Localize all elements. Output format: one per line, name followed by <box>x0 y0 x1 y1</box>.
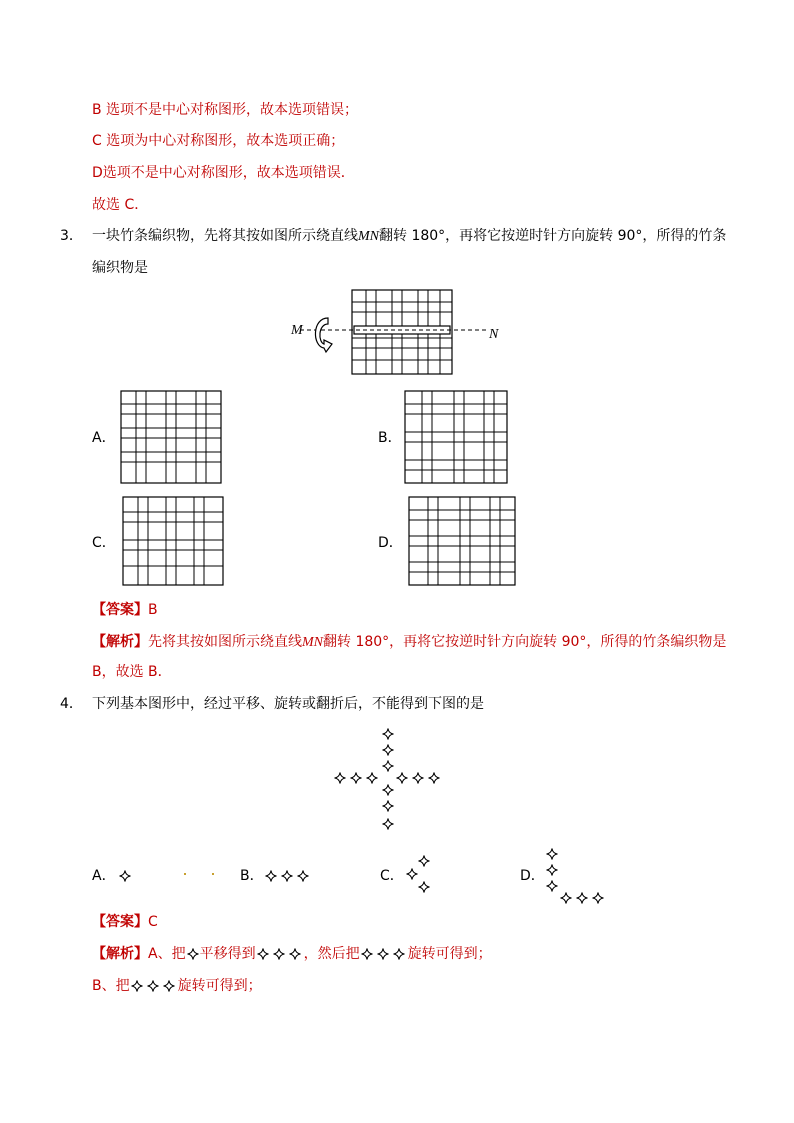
q4-option-d-figure[interactable] <box>544 846 608 906</box>
stray-dot <box>184 873 186 875</box>
l-shape-stars-icon <box>544 846 608 906</box>
answer-value: B <box>148 602 158 618</box>
question-3-text-line-2: 编织物是 <box>92 260 148 276</box>
q3-line-mn: MN <box>358 229 379 244</box>
solution-line-b: B 选项不是中心对称图形，故本选项错误； <box>92 102 359 118</box>
analysis-tag: 【解析】 <box>92 946 148 962</box>
star-cross <box>330 726 442 834</box>
q4-option-c-label[interactable]: C． <box>380 868 404 884</box>
q3-option-c-label[interactable]: C． <box>92 535 116 551</box>
three-stars-row-icon <box>130 979 178 993</box>
three-stars-row-icon <box>360 947 408 961</box>
q4-option-b-label[interactable]: B． <box>240 868 264 884</box>
answer-tag: 【答案】 <box>92 602 148 618</box>
solution-conclusion: 故选 C． <box>92 197 149 213</box>
star-icon <box>118 869 132 883</box>
q4-option-a-figure[interactable] <box>118 869 132 883</box>
question-3-number: 3． <box>60 228 83 244</box>
three-stars-row-icon <box>264 869 312 883</box>
stray-dot <box>212 873 214 875</box>
analysis-text-1: 先将其按如图所示绕直线 <box>148 634 302 650</box>
q4-analysis-line-1 <box>92 944 492 964</box>
q3-option-a-figure[interactable] <box>120 390 222 484</box>
solution-line-c: C 选项为中心对称图形，故本选项正确； <box>92 133 345 149</box>
analysis-text: 旋转可得到； <box>407 946 492 962</box>
q3-option-b-figure[interactable] <box>404 390 508 484</box>
answer-tag: 【答案】 <box>92 914 148 930</box>
question-4-text: 下列基本图形中，经过平移、旋转或翻折后，不能得到下图的是 <box>92 696 484 712</box>
q3-text-part2: 翻转 180°，再将它按逆时针方向旋转 90°，所得的竹条 <box>379 228 727 244</box>
weave-c-icon <box>122 496 224 586</box>
weave-b-icon <box>404 390 508 484</box>
analysis-text: B、把 <box>92 978 130 994</box>
q3-main-figure <box>288 286 508 378</box>
q4-analysis-line-2 <box>92 976 262 996</box>
weave-with-axis <box>288 286 508 378</box>
analysis-text: ，然后把 <box>303 946 360 962</box>
q4-option-a-label[interactable]: A． <box>92 868 116 884</box>
analysis-text: 平移得到 <box>199 946 256 962</box>
star-icon <box>186 947 200 961</box>
weave-d-icon <box>408 496 516 586</box>
q3-label-m: M <box>291 323 303 338</box>
question-3-text-line-1 <box>92 226 726 247</box>
q3-answer <box>92 600 158 620</box>
zigzag-stars-icon <box>403 853 433 895</box>
q3-option-d-figure[interactable] <box>408 496 516 586</box>
analysis-text: 旋转可得到； <box>177 978 262 994</box>
question-4-number: 4． <box>60 696 83 712</box>
q3-option-b-label[interactable]: B． <box>378 430 402 446</box>
q4-option-d-label[interactable]: D． <box>520 868 545 884</box>
q3-option-a-label[interactable]: A． <box>92 430 116 446</box>
q4-cross-figure <box>330 726 442 834</box>
answer-value: C <box>148 914 158 930</box>
three-stars-row-icon <box>256 947 304 961</box>
flip-arrow-icon <box>315 318 332 352</box>
q3-analysis-line-2: B，故选 B． <box>92 664 172 680</box>
q3-analysis-line-1 <box>92 632 726 653</box>
q4-option-b-figure[interactable] <box>264 869 312 883</box>
q3-label-n: N <box>489 327 499 342</box>
q4-option-c-figure[interactable] <box>403 853 433 895</box>
analysis-text: A、把 <box>148 946 186 962</box>
q3-text-part1: 一块竹条编织物，先将其按如图所示绕直线 <box>92 228 358 244</box>
solution-line-d: D选项不是中心对称图形，故本选项错误． <box>92 165 355 181</box>
q4-answer <box>92 912 158 932</box>
analysis-mn: MN <box>302 635 323 650</box>
q3-option-c-figure[interactable] <box>122 496 224 586</box>
analysis-tag: 【解析】 <box>92 634 148 650</box>
weave-a-icon <box>120 390 222 484</box>
analysis-text-2: 翻转 180°，再将它按逆时针方向旋转 90°，所得的竹条编织物是 <box>323 634 727 650</box>
q3-option-d-label[interactable]: D． <box>378 535 403 551</box>
